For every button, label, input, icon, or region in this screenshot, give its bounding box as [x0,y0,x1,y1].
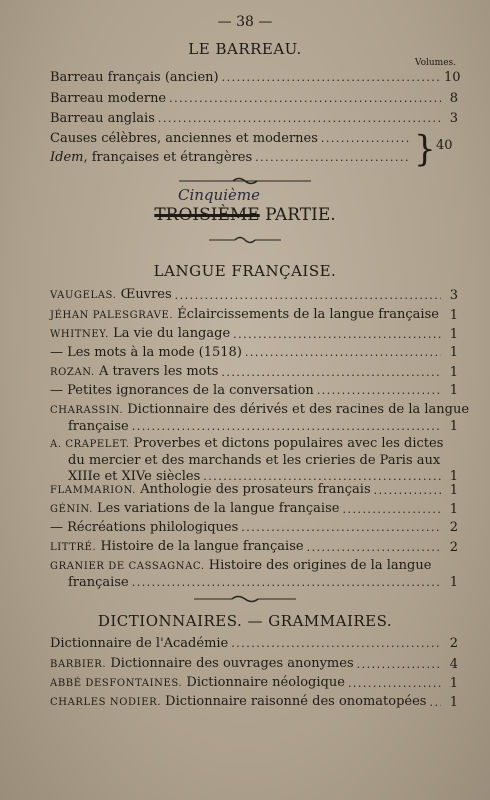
list-item: ABBÉ DESFONTAINES. Dictionnaire néologique . . . 1 [50,675,458,692]
volumes-header: Volumes. [414,58,456,68]
list-item: ROZAN. A travers les mots . . . 1 [50,364,458,381]
list-item: CHARASSIN. Dictionnaire des dérivés et des racines de la langue française . . . 1 [50,402,458,435]
ornament-small [205,235,285,245]
list-item: — Les mots à la mode (1518) . . . 1 [50,345,458,361]
list-item: Dictionnaire de l'Académie . . . 2 [50,636,458,652]
section-title-barreau: LE BARREAU. [188,40,302,58]
list-item: GRANIER DE CASSAGNAC. Histoire des origines de la langue française . . . 1 [50,558,458,591]
brace-volume: 40 [436,138,453,153]
page-number: — 38 — [217,14,273,30]
list-item: Causes célèbres, anciennes et modernes . . . [50,131,414,147]
ornament-small [190,594,300,604]
list-item: Barreau moderne . . . 8 [50,91,458,107]
list-item: WHITNEY. La vie du langage . . . 1 [50,326,458,343]
list-item: Barreau français (ancien) . . . 10 [50,70,458,86]
list-item: CHARLES NODIER. Dictionnaire raisonné des onomatopées . . . 1 [50,694,458,711]
list-item: FLAMMARION. Anthologie des prosateurs français . . . 1 [50,482,458,499]
section-title-langue: LANGUE FRANÇAISE. [153,262,337,280]
part-title: TROISIÈME PARTIE. [154,205,336,225]
list-item: — Petites ignorances de la conversation . . . 1 [50,383,458,399]
list-item: BARBIER. Dictionnaire des ouvrages anonymes . . . 4 [50,656,458,673]
list-item: Barreau anglais . . . 3 [50,111,458,127]
list-item: A. CRAPELET. Proverbes et dictons populaires avec les dictes du mercier et des marchands et les crieries de Paris aux XIIIe et XIVe siècles . . . 1 [50,436,458,485]
section-title-dictionnaires: DICTIONNAIRES. — GRAMMAIRES. [97,612,393,630]
list-item: VAUGELAS. Œuvres . . . 3 [50,287,458,304]
list-item: JÉHAN PALESGRAVE. Éclaircissements de la langue française 1 [50,307,458,323]
handwritten-annotation: Cinquième [178,186,260,204]
list-item: Idem, françaises et étrangères . . . [50,150,414,166]
list-item: GÉNIN. Les variations de la langue française . . . 1 [50,501,458,518]
list-item: LITTRÉ. Histoire de la langue française . . . 2 [50,539,458,556]
list-item: — Récréations philologiques . . . 2 [50,520,458,536]
ornament-rule [175,176,315,186]
brace: } [414,127,436,170]
